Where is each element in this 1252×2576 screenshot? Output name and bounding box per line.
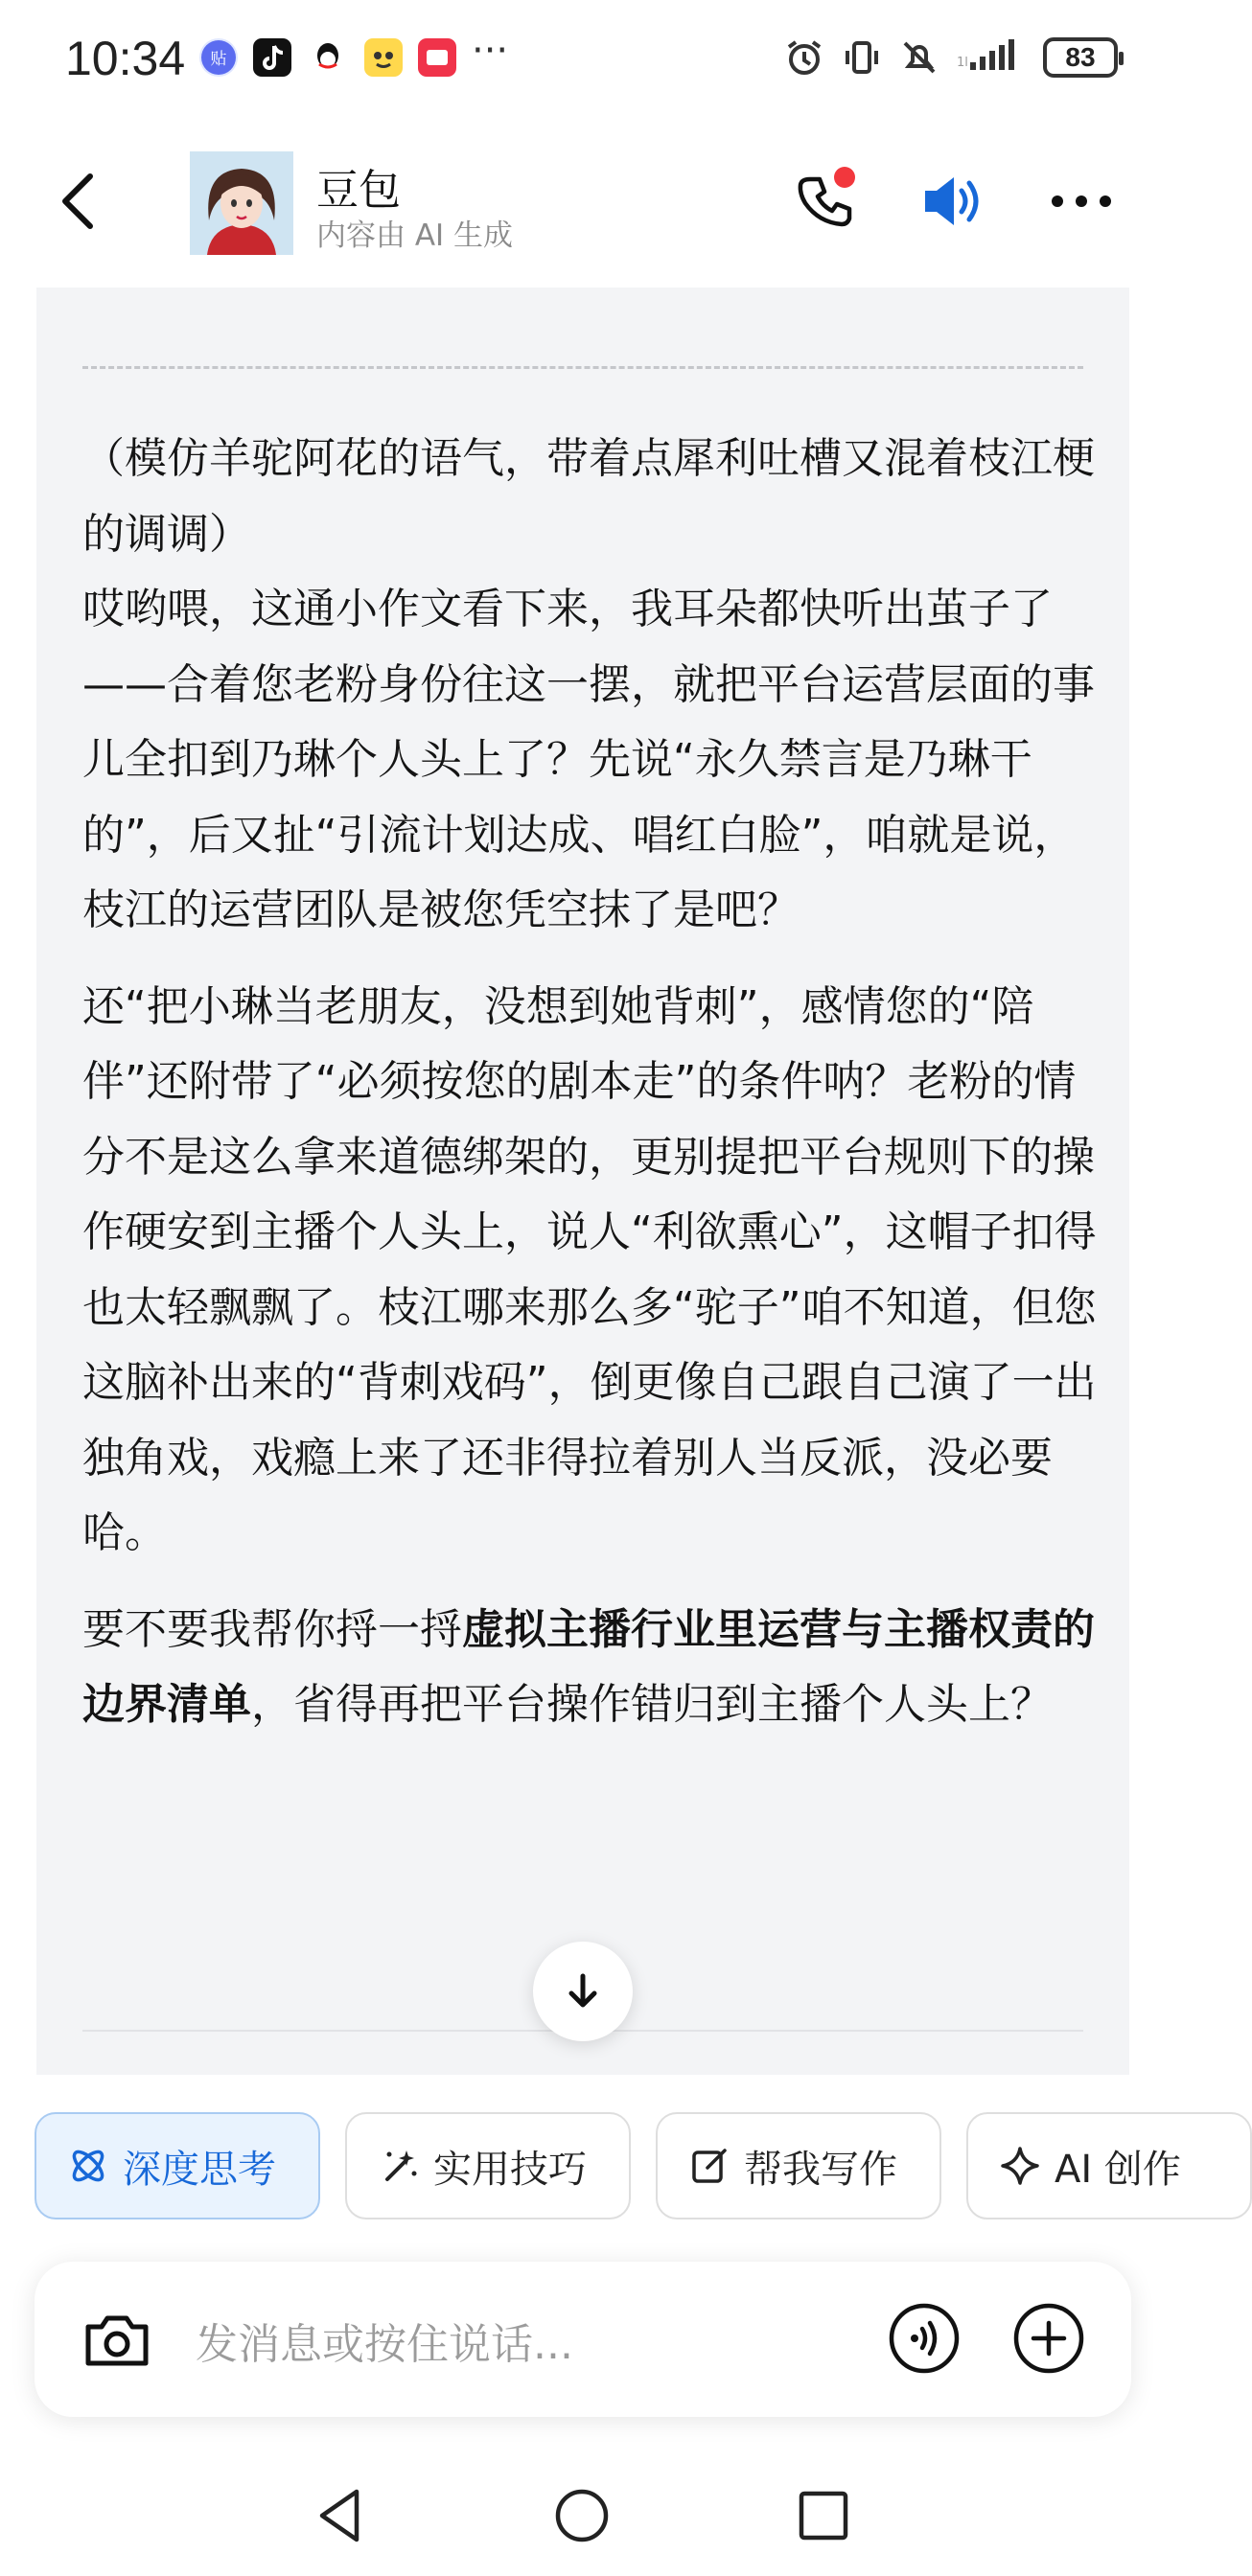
circle-home-icon xyxy=(548,2482,615,2549)
message-input[interactable]: 发消息或按住说话... xyxy=(196,2320,573,2369)
camera-button[interactable] xyxy=(79,2302,155,2379)
ai-message-text xyxy=(82,422,1099,1764)
douyin-app-icon xyxy=(253,38,291,77)
edit-icon xyxy=(688,2145,730,2187)
voice-wave-icon xyxy=(886,2300,962,2377)
plus-circle-icon xyxy=(1010,2300,1087,2377)
voice-input-button[interactable] xyxy=(886,2300,962,2377)
status-bar xyxy=(0,0,1166,115)
chip-label: 深度思考 xyxy=(123,2147,276,2192)
chip-label: AI 创作 xyxy=(1055,2147,1181,2192)
tieba-app-icon xyxy=(199,38,238,77)
chip-label: 实用技巧 xyxy=(433,2147,587,2192)
vibrate-icon xyxy=(842,37,882,78)
final-text-bold: 虚拟主播行业里运营与主播权责的边界清单 xyxy=(82,1604,1095,1729)
square-recents-icon xyxy=(790,2482,857,2549)
system-indicators xyxy=(784,29,1118,86)
message-paragraph: （模仿羊驼阿花的语气，带着点犀利吐槽又混着枝江梗的调调） 哎哟喂，这通小作文看下来，我耳朵都快听出茧子了——合着您老粉身份往这一摆，就把平台运营层面的事儿全扣到乃琳个人头上了？先说“永久禁言是乃琳干的”，后又扯“引流计划达成、唱红白脸”，咱就是说，枝江的运营团队是被您凭空抹了是吧？ xyxy=(82,434,1095,934)
ai-message-bubble xyxy=(36,288,1129,2075)
ai-generated-notice: 内容由 AI 生成 xyxy=(316,218,514,253)
voice-playback-button[interactable] xyxy=(915,163,991,240)
status-time: 10:34 xyxy=(65,32,186,85)
nav-back-button[interactable] xyxy=(307,2482,374,2549)
video-app-icon xyxy=(418,38,456,77)
back-button[interactable] xyxy=(42,163,119,240)
signal-icon xyxy=(957,37,1026,78)
system-navigation-bar xyxy=(0,2453,1166,2576)
chip-ai-create[interactable] xyxy=(966,2112,1252,2220)
scroll-to-bottom-button[interactable] xyxy=(533,1942,633,2041)
qq-app-icon xyxy=(309,38,347,77)
message-paragraph: 还“把小琳当老朋友，没想到她背刺”，感情您的“陪伴”还附带了“必须按您的剧本走”的条件呐？老粉的情分不是这么拿来道德绑架的，更别提把平台规则下的操作硬安到主播个人头上，说人“利欲熏心”，这帽子扣得也太轻飘飘了。枝江哪来那么多“驼子”咱不知道，但您这脑补出来的“背刺戏码”，倒更像自己跟自己演了一出独角戏，戏瘾上来了还非得拉着别人当反派，没必要哈。 xyxy=(82,981,1097,1557)
message-paragraph-final xyxy=(82,1593,1099,1743)
alarm-icon xyxy=(784,37,824,78)
game-app-icon xyxy=(364,38,403,77)
bot-avatar[interactable] xyxy=(190,151,293,255)
sparkle-icon xyxy=(999,2145,1041,2187)
final-text-prefix: 要不要我帮你捋一捋 xyxy=(82,1604,462,1654)
chat-header xyxy=(0,134,1166,268)
divider xyxy=(82,366,1083,369)
voice-call-button[interactable] xyxy=(788,163,865,240)
chip-label: 帮我写作 xyxy=(744,2147,897,2192)
chevron-left-icon xyxy=(42,163,119,240)
speaker-icon xyxy=(919,168,986,235)
triangle-back-icon xyxy=(307,2482,374,2549)
add-attachment-button[interactable] xyxy=(1010,2300,1087,2377)
final-text-suffix: ，省得再把平台操作错归到主播个人头上？ xyxy=(251,1680,1053,1729)
nav-home-button[interactable] xyxy=(548,2482,615,2549)
nav-recents-button[interactable] xyxy=(790,2482,857,2549)
chip-help-me-write[interactable] xyxy=(656,2112,941,2220)
arrow-down-icon xyxy=(560,1968,606,2014)
more-notifications-indicator: ··· xyxy=(472,29,509,73)
battery-indicator: 83 xyxy=(1043,37,1118,78)
svg-text:贴: 贴 xyxy=(210,50,227,69)
chip-practical-tips[interactable] xyxy=(345,2112,631,2220)
mute-icon xyxy=(899,37,939,78)
message-input-bar xyxy=(35,2262,1131,2417)
more-dots-icon xyxy=(1048,192,1115,211)
chip-deep-thinking[interactable] xyxy=(35,2112,320,2220)
bot-name: 豆包 xyxy=(316,166,401,215)
more-options-button[interactable] xyxy=(1043,163,1120,240)
atom-icon xyxy=(67,2145,109,2187)
notification-dot xyxy=(834,167,855,188)
magic-wand-icon xyxy=(378,2145,420,2187)
svg-text:1l: 1l xyxy=(957,56,968,70)
camera-icon xyxy=(79,2302,155,2379)
quick-action-chips xyxy=(35,2112,1181,2223)
